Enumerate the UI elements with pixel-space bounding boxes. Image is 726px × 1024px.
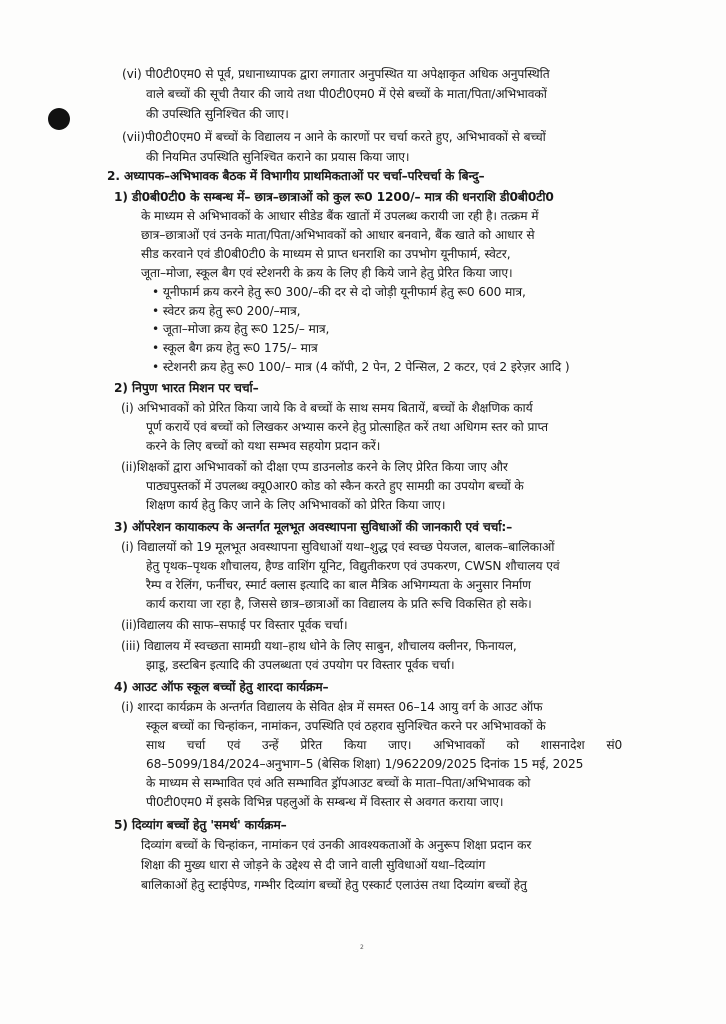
page-number: 2 [360, 944, 364, 951]
text-line: शिक्षा की मुख्य धारा से जोड़ने के उद्देश्य से दी जाने वाली सुविधाओं यथा–दिव्यांग [141, 858, 486, 872]
text-line: दिव्यांग बच्चों के चिन्हांकन, नामांकन एवं उनकी आवश्यकताओं के अनुरूप शिक्षा प्रदान कर [141, 838, 532, 852]
subsection-heading: 4) आउट ऑफ स्कूल बच्चों हेतु शारदा कार्यक्रम– [114, 680, 329, 694]
text-line: (iii) विद्यालय में स्वच्छता सामग्री यथा–हाथ धोने के लिए साबुन, शौचालय क्लीनर, फिनायल, [121, 639, 517, 653]
text-line: (i) शारदा कार्यक्रम के अन्तर्गत विद्यालय के सेवित क्षेत्र में समस्त 06–14 आयु वर्ग के आउट ऑफ [121, 700, 543, 714]
text-line: कार्य कराया जा रहा है, जिससे छात्र–छात्राओं का विद्यालय के प्रति रूचि विकसित हो सके। [146, 597, 532, 611]
text-line: के माध्यम से अभिभावकों के आधार सीडेड बैंक खातों में उपलब्ध करायी जा रही है। तत्क्रम में [141, 209, 539, 223]
text-line: के माध्यम से सम्भावित एवं अति सम्भावित ड्रॉपआउट बच्चों के माता–पिता/अभिभावक को [146, 776, 531, 790]
text-line: (vii)पी0टी0एम0 में बच्चों के विद्यालय न आने के कारणों पर चर्चा करते हुए, अभिभावकों से बच्चों [122, 130, 546, 144]
bullet-item: • यूनीफार्म क्रय करने हेतु रू0 300/–की दर से दो जोड़ी यूनीफार्म हेतु रू0 600 मात्र, [152, 285, 526, 299]
text-line: साथ चर्चा एवं उन्हें प्रेरित किया जाए। अभिभावकों को शासनादेश सं0 [146, 738, 623, 752]
bullet-item: • स्टेशनरी क्रय हेतु रू0 100/– मात्र (4 कॉपी, 2 पेन, 2 पेन्सिल, 2 कटर, एवं 2 इरेज़र आदि ) [152, 360, 570, 374]
text-line: सीड करवाने एवं डी0बी0टी0 के माध्यम से प्राप्त धनराशि का उपभोग यूनीफार्म, स्वेटर, [141, 247, 511, 261]
text-line: वाले बच्चों की सूची तैयार की जाये तथा पी0टी0एम0 में ऐसे बच्चों के माता/पिता/अभिभावकों [146, 87, 547, 101]
text-line: हेतु पृथक–पृथक शौचालय, हैण्ड वाशिंग यूनिट, विद्युतीकरण एवं उपकरण, CWSN शौचालय एवं [146, 559, 560, 573]
text-line: शिक्षण कार्य हेतु किए जाने के लिए अभिभावकों को प्रेरित किया जाए। [146, 498, 446, 512]
section-heading: 2. अध्यापक–अभिभावक बैठक में विभागीय प्राथमिकताओं पर चर्चा–परिचर्चा के बिन्दु– [107, 169, 485, 183]
bullet-item: • स्कूल बैग क्रय हेतु रू0 175/– मात्र [152, 341, 318, 355]
text-line: पूर्ण करायें एवं बच्चों को लिखकर अभ्यास करने हेतु प्रोत्साहित करें तथा अधिगम स्तर को प्राप्त [146, 420, 548, 434]
text-line: बालिकाओं हेतु स्टाईपेण्ड, गम्भीर दिव्यांग बच्चों हेतु एस्कार्ट एलाउंस तथा दिव्यांग बच्चों हेतु [141, 878, 527, 892]
bullet-item: • स्वेटर क्रय हेतु रू0 200/–मात्र, [152, 304, 301, 318]
text-line: की नियमित उपस्थिति सुनिश्चित कराने का प्रयास किया जाए। [146, 150, 410, 164]
text-line: रैम्प व रेलिंग, फर्नीचर, स्मार्ट क्लास इत्यादि का बाल मैत्रिक अभिगम्यता के अनुसार निर्माण [146, 578, 531, 592]
subsection-heading: 2) निपुण भारत मिशन पर चर्चा– [114, 381, 259, 395]
text-line: (ii)शिक्षकों द्वारा अभिभावकों को दीक्षा एप्प डाउनलोड करने के लिए प्रेरित किया जाए और [121, 460, 508, 474]
text-line: करने के लिए बच्चों को यथा सम्भव सहयोग प्रदान करें। [146, 439, 381, 453]
subsection-heading: 5) दिव्यांग बच्चों हेतु 'समर्थ' कार्यक्रम– [114, 818, 287, 832]
text-line: झाडू, डस्टबिन इत्यादि की उपलब्धता एवं उपयोग पर विस्तार पूर्वक चर्चा। [146, 658, 455, 672]
text-line: छात्र–छात्राओं एवं उनके माता/पिता/अभिभावकों को आधार बनवाने, बैंक खाते को आधार से [141, 228, 535, 242]
bullet-item: • जूता–मोजा क्रय हेतु रू0 125/– मात्र, [152, 322, 330, 336]
text-line: (vi) पी0टी0एम0 से पूर्व, प्रधानाध्यापक द्वारा लगातार अनुपस्थित या अपेक्षाकृत अधिक अनुपस्थिति [122, 67, 550, 81]
subsection-heading: 3) ऑपरेशन कायाकल्प के अन्तर्गत मूलभूत अवस्थापना सुविधाओं की जानकारी एवं चर्चा:– [114, 520, 513, 534]
text-line: (i) विद्यालयों को 19 मूलभूत अवस्थापना सुविधाओं यथा–शुद्ध एवं स्वच्छ पेयजल, बालक–बालिकाओं [121, 540, 555, 554]
text-line: जूता–मोजा, स्कूल बैग एवं स्टेशनरी के क्रय के लिए ही किये जाने हेतु प्रेरित किया जाए। [141, 266, 513, 280]
text-line: की उपस्थिति सुनिश्चित की जाए। [146, 107, 289, 121]
text-line: 68–5099/184/2024–अनुभाग–5 (बेसिक शिक्षा) 1/962209/2025 दिनांक 15 मई, 2025 [146, 757, 584, 771]
text-line: पाठ्यपुस्तकों में उपलब्ध क्यू0आर0 कोड को स्कैन करते हुए सामग्री का उपयोग बच्चों के [146, 479, 524, 493]
text-line: स्कूल बच्चों का चिन्हांकन, नामांकन, उपस्थिति एवं ठहराव सुनिश्चित करने पर अभिभावकों के [146, 719, 546, 733]
text-line: पी0टी0एम0 में इसके विभिन्न पहलुओं के सम्बन्ध में विस्तार से अवगत कराया जाए। [146, 795, 504, 809]
punch-hole [48, 108, 70, 130]
text-line: (ii)विद्यालय की साफ–सफाई पर विस्तार पूर्वक चर्चा। [121, 618, 348, 632]
text-line: (i) अभिभावकों को प्रेरित किया जाये कि वे बच्चों के साथ समय बितायें, बच्चों के शैक्षणिक कार्य [121, 401, 533, 415]
subsection-heading: 1) डी0बी0टी0 के सम्बन्ध में– छात्र–छात्राओं को कुल रू0 1200/– मात्र की धनराशि डी0बी0टी0 [114, 190, 554, 204]
